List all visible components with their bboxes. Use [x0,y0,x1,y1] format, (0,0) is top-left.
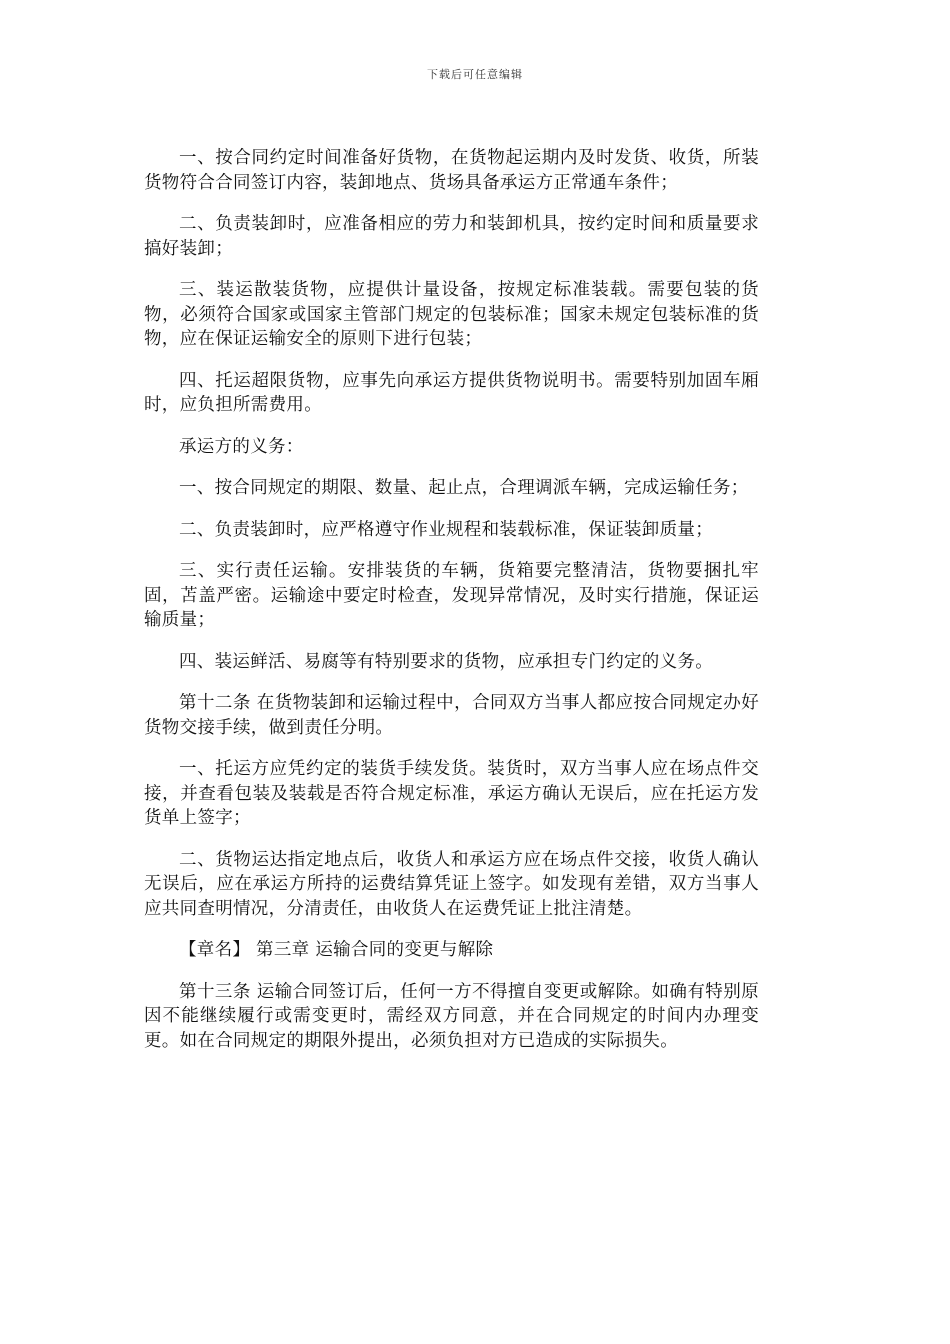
paragraph-handover-1: 一、托运方应凭约定的装货手续发货。装货时，双方当事人应在场点件交接，并查看包装及装载是否符合规定标准，承运方确认无误后，应在托运方发货单上签字； [144,759,759,828]
paragraph-carrier-duty-2: 二、负责装卸时，应严格遵守作业规程和装载标准，保证装卸质量； [179,519,713,540]
paragraph-shipper-duty-3: 三、装运散装货物，应提供计量设备，按规定标准装载。需要包装的货物，必须符合国家或国家主管部门规定的包装标准；国家未规定包装标准的货物，应在保证运输安全的原则下进行包装； [144,280,759,349]
article-12: 第十二条 在货物装卸和运输过程中，合同双方当事人都应按合同规定办好货物交接手续，做到责任分明。 [144,693,759,738]
paragraph-shipper-duty-1: 一、按合同约定时间准备好货物，在货物起运期内及时发货、收货，所装货物符合合同签订内容，装卸地点、货场具备承运方正常通车条件； [144,148,759,193]
paragraph-shipper-duty-2: 二、负责装卸时，应准备相应的劳力和装卸机具，按约定时间和质量要求搞好装卸； [144,214,759,259]
paragraph-shipper-duty-4: 四、托运超限货物，应事先向承运方提供货物说明书。需要特别加固车厢时，应负担所需费用。 [144,370,759,415]
paragraph-handover-2: 二、货物运达指定地点后，收货人和承运方应在场点件交接，收货人确认无误后，应在承运方所持的运费结算凭证上签字。如发现有差错，双方当事人应共同查明情况，分清责任，由收货人在运费凭证上批注清楚。 [144,849,759,919]
paragraph-carrier-duty-1: 一、按合同规定的期限、数量、起止点，合理调派车辆，完成运输任务； [179,478,749,498]
chapter-heading: 【章名】 第三章 运输合同的变更与解除 [179,940,494,960]
paragraph-carrier-duty-4: 四、装运鲜活、易腐等有特别要求的货物，应承担专门约定的义务。 [179,651,713,672]
section-heading-carrier-duties: 承运方的义务： [179,436,304,457]
article-13: 第十三条 运输合同签订后，任何一方不得擅自变更或解除。如确有特别原因不能继续履行或需变更时，需经双方同意，并在合同规定的时间内办理变更。如在合同规定的期限外提出，必须负担对方已造成的实际损失。 [144,981,759,1051]
paragraph-carrier-duty-3: 三、实行责任运输。安排装货的车辆，货箱要完整清洁，货物要捆扎牢固，苫盖严密。运输途中要定时检查，发现异常情况，及时实行措施，保证运输质量； [144,561,759,630]
document-body [144,146,759,1070]
page-header: 下载后可任意编辑 [427,68,523,81]
